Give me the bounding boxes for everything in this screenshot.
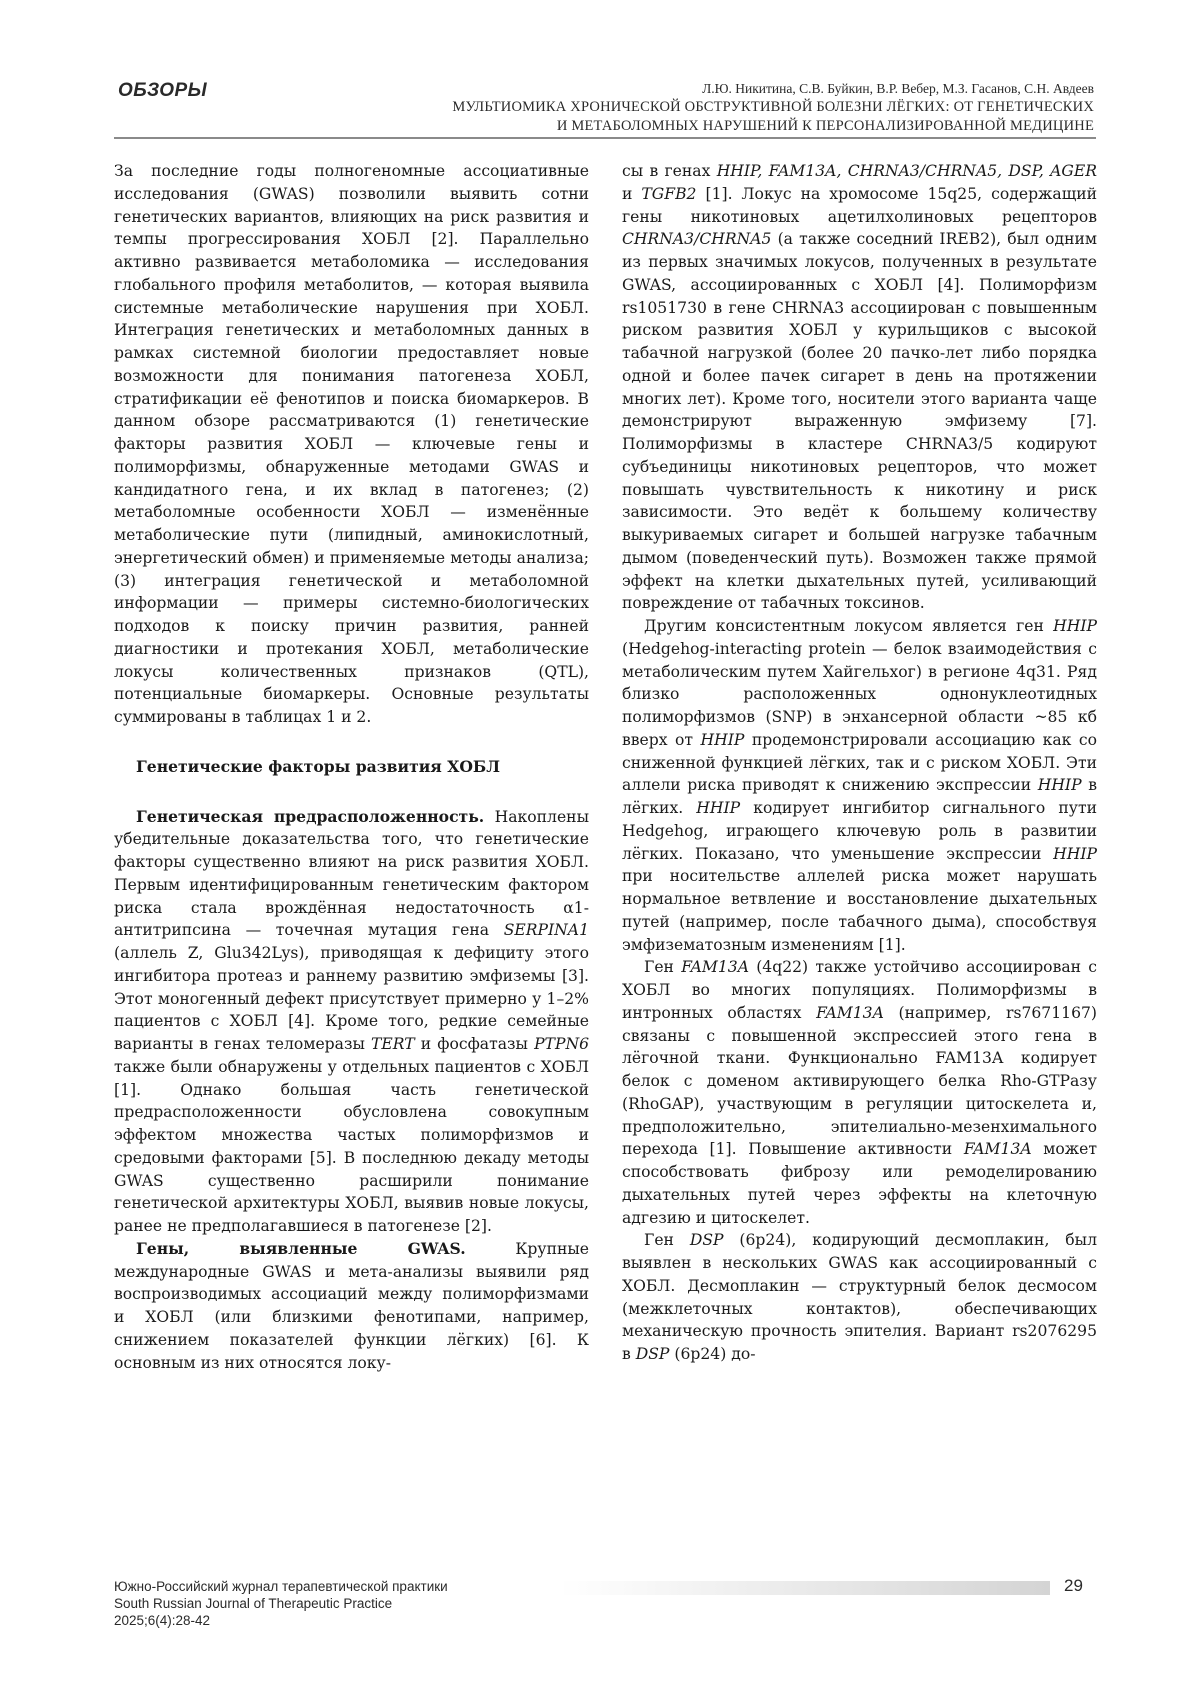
header-title-line-1: МУЛЬТИОМИКА ХРОНИЧЕСКОЙ ОБСТРУКТИВНОЙ БОЛЕЗНИ ЛЁГКИХ: ОТ ГЕНЕТИЧЕСКИХ <box>452 99 1094 115</box>
gene-name: HHIP <box>1053 617 1097 635</box>
gene-name: FAM13A <box>963 1140 1032 1159</box>
header-title-line-2: И МЕТАБОЛОМНЫХ НАРУШЕНИЙ К ПЕРСОНАЛИЗИРОВАННОЙ МЕДИЦИНЕ <box>556 118 1094 134</box>
gene-name: FAM13A <box>681 958 749 977</box>
right-column <box>622 160 1097 1366</box>
gene-name: HHIP, FAM13A, CHRNA3/CHRNA5, DSP, AGER <box>716 162 1097 180</box>
paragraph-hhip: Другим консистентным локусом является ген HHIP (Hedgehog-interacting protein — белок взаимодействия с метаболическим путем Хайгельхог) в регионе 4q31. Ряд близко расположенных однонуклеотидных полиморфизмов (SNP) в энхансерной области ~85 кб вверх от HHIP продемонстрировали ассоциацию как со сниженной функцией лёгких, так и с риском ХОБЛ. Эти аллели риска приводят к снижению экспрессии HHIP в лёгких. HHIP кодирует ингибитор сигнального пути Hedgehog, играющего ключевую роль в развитии лёгких. Показано, что уменьшение экспрессии HHIP при носительстве аллелей риска может нарушать нормальное ветвление и восстановление дыхательных путей (например, после табачного дыма), способствуя эмфизематозным изменениям [1]. <box>622 617 1097 954</box>
page-number: 29 <box>1064 1576 1083 1595</box>
footer-gradient-bar <box>560 1581 1050 1595</box>
paragraph-continuation: сы в генах HHIP, FAM13A, CHRNA3/CHRNA5, DSP, AGER и TGFB2 [1]. Локус на хромосоме 15q25, содержащий гены никотиновых ацетилхолиновых рецепторов CHRNA3/CHRNA5 (а также соседний IREB2), был одним из первых значимых локусов, полученных в результате GWAS, ассоциированных с ХОБЛ [4]. Полиморфизм rs1051730 в гене CHRNA3 ассоциирован с повышенным риском развития ХОБЛ у курильщиков с высокой табачной нагрузкой (более 20 пачко-лет либо порядка одной и более пачек сигарет в день на протяжении многих лет). Кроме того, носители этого варианта чаще демонстрируют выраженную эмфизему [7]. Полиморфизмы в кластере CHRNA3/5 кодируют субъединицы никотиновых рецепторов, что может повышать чувствительность к никотину и риск зависимости. Это ведёт к большему количеству выкуриваемых сигарет и большей нагрузке табачным дымом (поведенческий путь). Возможен также прямой эффект на клетки дыхательных путей, усиливающий повреждение от табачных токсинов. <box>622 162 1097 613</box>
paragraph-dsp: Ген DSP (6p24), кодирующий десмоплакин, был выявлен в нескольких GWAS как ассоциированный с ХОБЛ. Десмоплакин — структурный белок десмосом (межклеточных контактов), обеспечивающих механическую прочность эпителия. Вариант rs2076295 в DSP (6p24) до- <box>622 1231 1097 1363</box>
left-column <box>114 160 589 1374</box>
gene-name: SERPINA1 <box>503 921 589 940</box>
paragraph-lead: Гены, выявленные GWAS. <box>136 1238 466 1258</box>
paragraph-gwas-genes: Гены, выявленные GWAS. Крупные международные GWAS и мета-анализы выявили ряд воспроизводимых ассоциаций между полиморфизмами и ХОБЛ (или близкими фенотипами, например, снижением показателей функции лёгких) [6]. К основным из них относятся локу- <box>114 1238 590 1372</box>
gene-name: TERT <box>371 1035 415 1053</box>
gene-name: CHRNA3/CHRNA5 <box>622 230 772 249</box>
section-heading: Генетические факторы развития ХОБЛ <box>136 756 501 776</box>
journal-name-ru: Южно-Российский журнал терапевтической практики <box>114 1579 448 1594</box>
header-divider <box>114 137 1096 139</box>
section-label: ОБЗОРЫ <box>118 80 208 101</box>
header-authors: Л.Ю. Никитина, С.В. Буйкин, В.Р. Вебер, М.З. Гасанов, С.Н. Авдеев <box>702 81 1094 96</box>
paragraph-lead: Генетическая предрасположенность. <box>136 806 485 826</box>
gene-name: DSP <box>635 1345 670 1363</box>
paragraph-fam13a: Ген FAM13A (4q22) также устойчиво ассоциирован с ХОБЛ во многих популяциях. Полиморфизмы в интронных областях FAM13A (например, rs7671167) связаны с повышенной экспрессией этого гена в лёгочной ткани. Функционально FAM13A кодирует белок с доменом активирующего белка Rho-GTPазу (RhoGAP), участвующим в регуляции цитоскелета и, предположительно, эпителиально-мезенхимального перехода [1]. Повышение активности FAM13A может способствовать фиброзу или ремоделированию дыхательных путей через эффекты на клеточную адгезию и цитоскелет. <box>622 958 1098 1227</box>
issue-citation: 2025;6(4):28-42 <box>114 1613 211 1628</box>
footer-journal-info <box>114 1578 448 1629</box>
paragraph-genetic-predisposition: Генетическая предрасположенность. Накоплены убедительные доказательства того, что генетические факторы существенно влияют на риск развития ХОБЛ. Первым идентифицированным генетическим фактором риска стала врождённая недостаточность α1-антитрипсина — точечная мутация гена SERPINA1 (аллель Z, Glu342Lys), приводящая к дефициту этого ингибитора протеаз и раннему развитию эмфиземы [3]. Этот моногенный дефект присутствует примерно у 1–2% пациентов с ХОБЛ [4]. Кроме того, редкие семейные варианты в генах теломеразы TERT и фосфатазы PTPN6 также были обнаружены у отдельных пациентов с ХОБЛ [1]. Однако большая часть генетической предрасположенности обусловлена совокупным эффектом множества частых полиморфизмов и средовыми факторами [5]. В последнюю декаду методы GWAS существенно расширили понимание генетической архитектуры ХОБЛ, выявив новые локусы, ранее не предполагавшиеся в патогенезе [2]. <box>114 806 590 1235</box>
gene-name: HHIP <box>700 730 745 749</box>
gene-name: DSP <box>689 1231 724 1250</box>
gene-name: HHIP <box>696 799 741 817</box>
gene-name: HHIP <box>1053 844 1097 863</box>
running-header <box>314 80 1094 136</box>
gene-name: TGFB2 <box>641 184 697 203</box>
journal-name-en: South Russian Journal of Therapeutic Practice <box>114 1596 393 1611</box>
intro-paragraph: За последние годы полногеномные ассоциативные исследования (GWAS) позволили выявить сотни генетических вариантов, влияющих на риск развития и темпы прогрессирования ХОБЛ [2]. Параллельно активно развивается метаболомика — исследования глобального профиля метаболитов, — которая выявила системные метаболические нарушения при ХОБЛ. Интеграция генетических и метаболомных данных в рамках системной биологии предоставляет новые возможности для понимания патогенеза ХОБЛ, стратификации её фенотипов и поиска биомаркеров. В данном обзоре рассматриваются (1) генетические факторы развития ХОБЛ — ключевые гены и полиморфизмы, обнаруженные методами GWAS и кандидатного гена, и их вклад в патогенез; (2) метаболомные особенности ХОБЛ — изменённые метаболические пути (липидный, аминокислотный, энергетический обмен) и применяемые методы анализа; (3) интеграция генетической и метаболомной информации — примеры системно-биологических подходов к поиску причин развития, ранней диагностики и протекания ХОБЛ, метаболические локусы количественных признаков (QTL), потенциальные биомаркеры. Основные результаты суммированы в таблицах 1 и 2. <box>114 162 589 726</box>
gene-name: PTPN6 <box>534 1035 590 1053</box>
gene-name: FAM13A <box>816 1003 884 1022</box>
gene-name: HHIP <box>1037 776 1082 795</box>
